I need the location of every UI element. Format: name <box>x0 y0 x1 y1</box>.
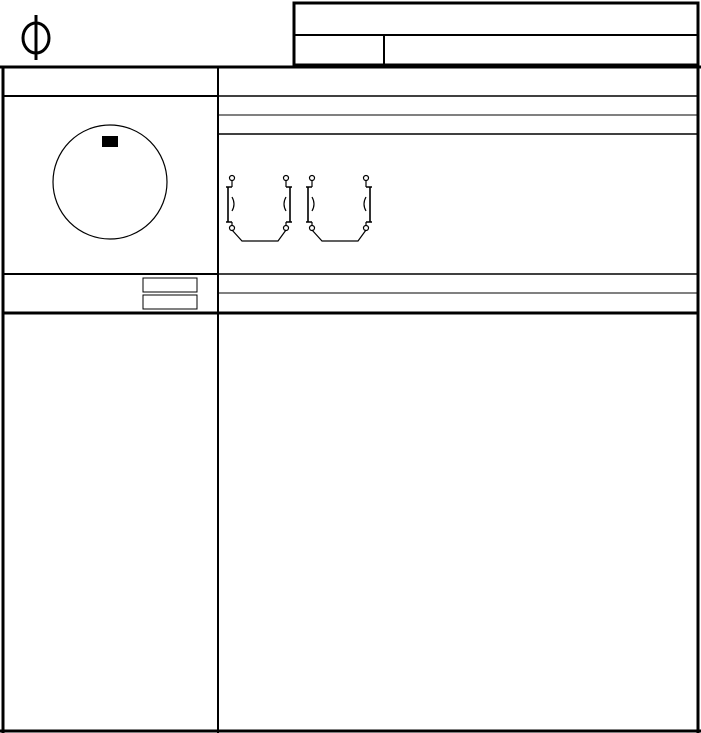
face-plate-dial <box>53 125 167 239</box>
header <box>23 3 698 65</box>
switching-angle-block <box>143 278 197 309</box>
contact-pair-1-4 <box>226 176 292 242</box>
main-frame <box>0 67 701 733</box>
contact-pair-5-8 <box>306 176 372 242</box>
contact-schematic <box>226 176 372 242</box>
phi-logo-icon <box>23 15 49 60</box>
